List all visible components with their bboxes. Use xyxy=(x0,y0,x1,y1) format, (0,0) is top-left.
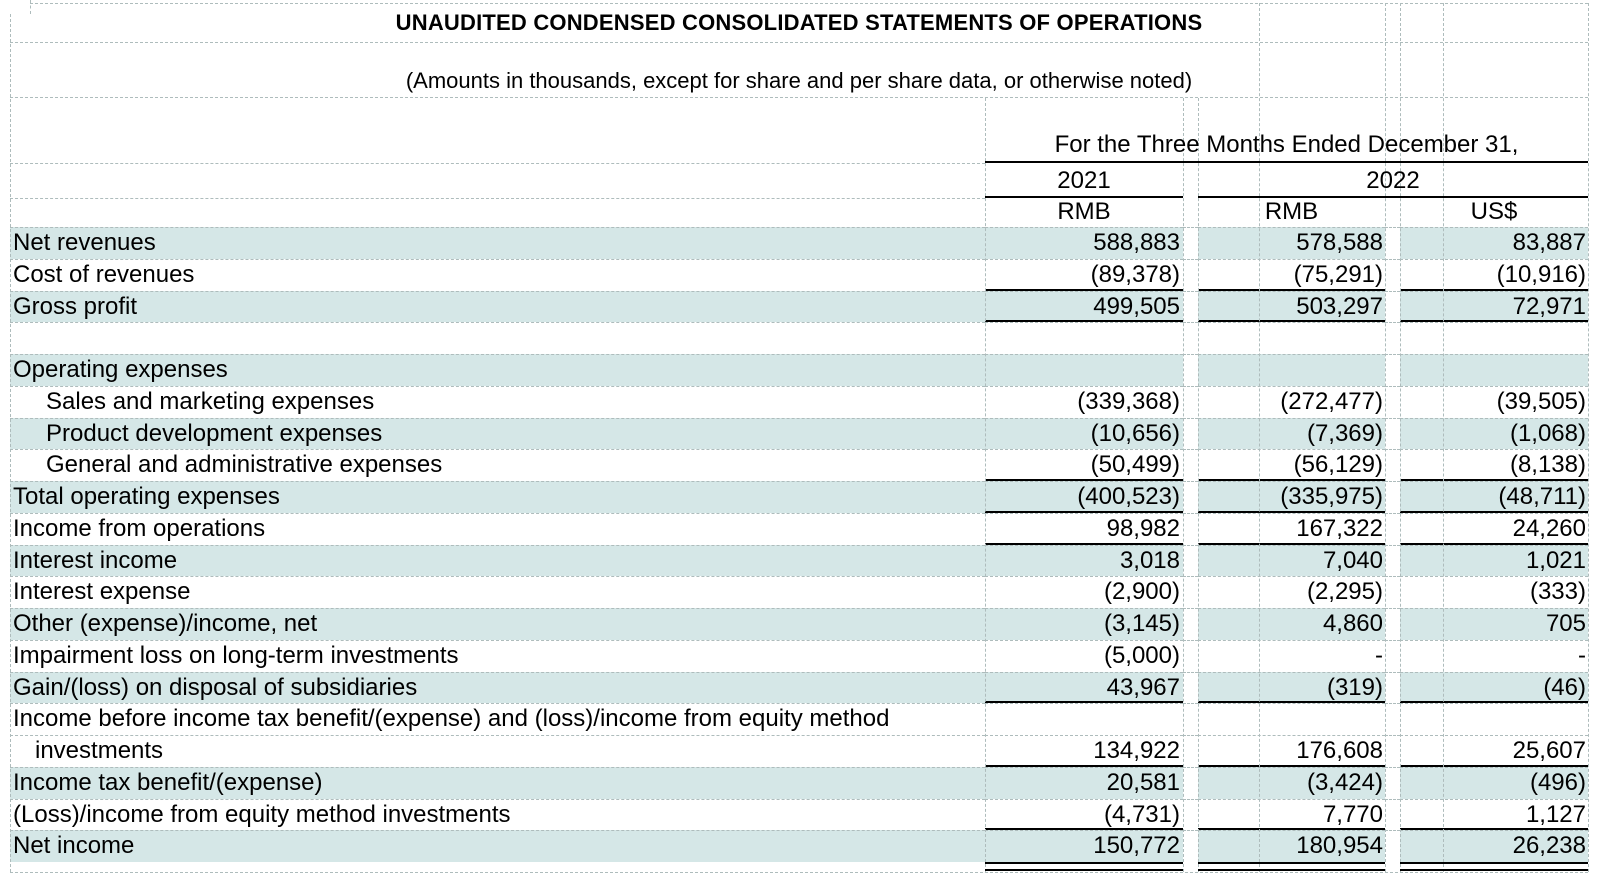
value-cell-2021-rmb[interactable] xyxy=(985,354,1183,386)
value-cell-2022-usd[interactable]: - xyxy=(1400,640,1588,672)
table-row xyxy=(10,672,1588,704)
gridline-vertical xyxy=(10,14,11,872)
net-income-double-rule-2022-rmb xyxy=(1198,862,1385,871)
value-cell-2022-usd[interactable]: (8,138) xyxy=(1400,449,1588,481)
gridline-vertical xyxy=(1198,98,1199,872)
table-row xyxy=(10,386,1588,418)
row-label-cell[interactable]: (Loss)/income from equity method investments xyxy=(10,799,985,831)
column-gap xyxy=(1385,259,1400,291)
row-label-cell[interactable]: Operating expenses xyxy=(10,354,985,386)
value-cell-2022-rmb[interactable]: (7,369) xyxy=(1198,418,1385,450)
value-cell-2022-usd[interactable]: (1,068) xyxy=(1400,418,1588,450)
column-gap xyxy=(1183,735,1198,767)
row-label-cell[interactable]: Income from operations xyxy=(10,513,985,545)
value-cell-2022-rmb[interactable]: - xyxy=(1198,640,1385,672)
gridline-vertical xyxy=(985,98,986,872)
table-row xyxy=(10,449,1588,481)
table-row xyxy=(10,608,1588,640)
gridline-horizontal xyxy=(10,163,985,164)
statement-subtitle: (Amounts in thousands, except for share and per share data, or otherwise noted) xyxy=(10,42,1588,98)
table-row xyxy=(10,418,1588,450)
row-label-cell[interactable]: Sales and marketing expenses xyxy=(10,386,985,418)
table-row xyxy=(10,513,1588,545)
value-cell-2022-usd[interactable]: (10,916) xyxy=(1400,259,1588,291)
column-gap xyxy=(1183,608,1198,640)
value-cell-2022-rmb[interactable]: 4,860 xyxy=(1198,608,1385,640)
table-row xyxy=(10,640,1588,672)
column-gap xyxy=(1385,767,1400,799)
column-gap xyxy=(1385,354,1400,386)
value-cell-2021-rmb[interactable]: 98,982 xyxy=(985,513,1183,545)
column-gap xyxy=(1183,767,1198,799)
table-row xyxy=(10,291,1588,323)
row-label-cell[interactable]: Impairment loss on long-term investments xyxy=(10,640,985,672)
table-row xyxy=(10,767,1588,799)
value-cell-2022-usd[interactable]: 25,607 xyxy=(1400,735,1588,767)
value-cell-2021-rmb[interactable]: (2,900) xyxy=(985,576,1183,608)
row-label-cell[interactable]: Income tax benefit/(expense) xyxy=(10,767,985,799)
column-gap xyxy=(1183,322,1198,354)
table-row xyxy=(10,545,1588,577)
value-cell-2022-rmb[interactable]: (56,129) xyxy=(1198,449,1385,481)
column-gap xyxy=(1385,735,1400,767)
column-gap xyxy=(1385,449,1400,481)
column-gap xyxy=(1183,259,1198,291)
value-cell-2022-usd[interactable]: (496) xyxy=(1400,767,1588,799)
value-cell-2022-usd[interactable]: (39,505) xyxy=(1400,386,1588,418)
gridline-horizontal xyxy=(10,198,985,199)
column-gap xyxy=(1385,291,1400,323)
value-cell-2022-rmb[interactable]: (75,291) xyxy=(1198,259,1385,291)
gridline-vertical xyxy=(1588,3,1589,872)
value-cell-2021-rmb[interactable]: 3,018 xyxy=(985,545,1183,577)
value-cell-2021-rmb[interactable]: (50,499) xyxy=(985,449,1183,481)
column-gap xyxy=(1385,481,1400,513)
row-label-cell[interactable]: Net income xyxy=(10,830,985,862)
column-gap xyxy=(1385,640,1400,672)
table-row xyxy=(10,354,1588,386)
statement-rows xyxy=(10,227,1588,862)
column-gap xyxy=(1183,545,1198,577)
column-gap xyxy=(1385,703,1400,735)
column-gap xyxy=(1183,481,1198,513)
value-cell-2022-rmb[interactable] xyxy=(1198,322,1385,354)
column-gap xyxy=(1385,672,1400,704)
table-row xyxy=(10,259,1588,291)
column-gap xyxy=(1385,608,1400,640)
value-cell-2022-rmb[interactable]: (335,975) xyxy=(1198,481,1385,513)
table-row xyxy=(10,830,1588,862)
row-label-cell[interactable]: Net revenues xyxy=(10,227,985,259)
table-row xyxy=(10,227,1588,259)
value-cell-2021-rmb[interactable] xyxy=(985,322,1183,354)
column-gap xyxy=(1385,386,1400,418)
value-cell-2022-usd[interactable] xyxy=(1400,354,1588,386)
value-cell-2021-rmb[interactable]: 588,883 xyxy=(985,227,1183,259)
statement-title: UNAUDITED CONDENSED CONSOLIDATED STATEMENTS OF OPERATIONS xyxy=(10,3,1588,43)
value-cell-2022-rmb[interactable]: (272,477) xyxy=(1198,386,1385,418)
value-cell-2022-rmb[interactable]: 180,954 xyxy=(1198,830,1385,862)
value-cell-2022-rmb[interactable]: 167,322 xyxy=(1198,513,1385,545)
gridline-vertical xyxy=(30,0,31,14)
value-cell-2022-usd[interactable]: (48,711) xyxy=(1400,481,1588,513)
table-row xyxy=(10,735,1588,767)
value-cell-2022-usd[interactable]: 1,127 xyxy=(1400,799,1588,831)
currency-header-usd-2022: US$ xyxy=(1470,198,1518,225)
gridline-horizontal xyxy=(30,3,1588,4)
value-cell-2022-usd[interactable] xyxy=(1400,703,1588,735)
value-cell-2021-rmb[interactable]: 499,505 xyxy=(985,291,1183,323)
row-label-cell[interactable]: Gross profit xyxy=(10,291,985,323)
value-cell-2022-rmb[interactable]: 503,297 xyxy=(1198,291,1385,323)
column-gap xyxy=(1183,418,1198,450)
column-gap xyxy=(1385,799,1400,831)
column-gap xyxy=(1183,799,1198,831)
row-label-cell[interactable]: Income before income tax benefit/(expense) and (loss)/income from equity method xyxy=(10,703,985,735)
year-header-2021: 2021 xyxy=(985,163,1183,198)
row-label-cell[interactable]: Interest income xyxy=(10,545,985,577)
column-gap xyxy=(1385,322,1400,354)
net-income-double-rule-2021 xyxy=(985,862,1183,871)
currency-header-rmb-2022: RMB xyxy=(1264,198,1319,225)
value-cell-2022-rmb[interactable]: (319) xyxy=(1198,672,1385,704)
value-cell-2021-rmb[interactable]: (339,368) xyxy=(985,386,1183,418)
column-gap xyxy=(1385,576,1400,608)
value-cell-2021-rmb[interactable] xyxy=(985,703,1183,735)
value-cell-2021-rmb[interactable]: 150,772 xyxy=(985,830,1183,862)
column-gap xyxy=(1183,227,1198,259)
value-cell-2021-rmb[interactable]: (3,145) xyxy=(985,608,1183,640)
value-cell-2022-rmb[interactable]: 578,588 xyxy=(1198,227,1385,259)
value-cell-2022-rmb[interactable] xyxy=(1198,703,1385,735)
value-cell-2021-rmb[interactable]: (10,656) xyxy=(985,418,1183,450)
table-row xyxy=(10,799,1588,831)
column-gap xyxy=(1183,291,1198,323)
row-label-cell[interactable]: investments xyxy=(10,735,985,767)
value-cell-2022-rmb[interactable] xyxy=(1198,354,1385,386)
value-cell-2021-rmb[interactable]: 134,922 xyxy=(985,735,1183,767)
row-label-cell[interactable]: General and administrative expenses xyxy=(10,449,985,481)
gridline-vertical xyxy=(1183,98,1184,872)
value-cell-2022-usd[interactable]: (333) xyxy=(1400,576,1588,608)
value-cell-2022-usd[interactable]: 24,260 xyxy=(1400,513,1588,545)
value-cell-2022-rmb[interactable]: (3,424) xyxy=(1198,767,1385,799)
row-label-cell[interactable]: Gain/(loss) on disposal of subsidiaries xyxy=(10,672,985,704)
value-cell-2022-usd[interactable]: 1,021 xyxy=(1400,545,1588,577)
row-label-cell[interactable] xyxy=(10,322,985,354)
column-gap xyxy=(1183,703,1198,735)
currency-header-rmb-2021: RMB xyxy=(1057,198,1111,225)
value-cell-2022-usd[interactable] xyxy=(1400,322,1588,354)
value-cell-2021-rmb[interactable]: (5,000) xyxy=(985,640,1183,672)
row-label-cell[interactable]: Product development expenses xyxy=(10,418,985,450)
row-label-cell[interactable]: Other (expense)/income, net xyxy=(10,608,985,640)
column-gap xyxy=(1385,830,1400,862)
period-header: For the Three Months Ended December 31, xyxy=(985,98,1588,163)
table-row xyxy=(10,703,1588,735)
column-gap xyxy=(1183,672,1198,704)
column-gap xyxy=(1183,449,1198,481)
column-gap xyxy=(1385,513,1400,545)
column-gap xyxy=(1183,354,1198,386)
value-cell-2022-rmb[interactable]: (2,295) xyxy=(1198,576,1385,608)
value-cell-2022-usd[interactable]: (46) xyxy=(1400,672,1588,704)
row-label-cell[interactable]: Cost of revenues xyxy=(10,259,985,291)
table-row xyxy=(10,576,1588,608)
value-cell-2022-rmb[interactable]: 7,040 xyxy=(1198,545,1385,577)
value-cell-2021-rmb[interactable]: (4,731) xyxy=(985,799,1183,831)
column-gap xyxy=(1385,418,1400,450)
column-gap xyxy=(1183,513,1198,545)
table-row xyxy=(10,322,1588,354)
value-cell-2022-rmb[interactable]: 7,770 xyxy=(1198,799,1385,831)
value-cell-2022-usd[interactable]: 72,971 xyxy=(1400,291,1588,323)
net-income-double-rule-2022-usd xyxy=(1400,862,1588,871)
row-label-cell[interactable]: Total operating expenses xyxy=(10,481,985,513)
value-cell-2022-usd[interactable]: 26,238 xyxy=(1400,830,1588,862)
value-cell-2021-rmb[interactable]: (89,378) xyxy=(985,259,1183,291)
value-cell-2021-rmb[interactable]: (400,523) xyxy=(985,481,1183,513)
column-gap xyxy=(1183,830,1198,862)
value-cell-2022-rmb[interactable]: 176,608 xyxy=(1198,735,1385,767)
table-row xyxy=(10,481,1588,513)
row-label-cell[interactable]: Interest expense xyxy=(10,576,985,608)
value-cell-2021-rmb[interactable]: 20,581 xyxy=(985,767,1183,799)
value-cell-2022-usd[interactable]: 705 xyxy=(1400,608,1588,640)
year-header-2022: 2022 xyxy=(1198,163,1588,198)
column-gap xyxy=(1183,640,1198,672)
column-gap xyxy=(1385,545,1400,577)
value-cell-2021-rmb[interactable]: 43,967 xyxy=(985,672,1183,704)
column-gap xyxy=(1385,227,1400,259)
column-gap xyxy=(1183,576,1198,608)
column-gap xyxy=(1183,386,1198,418)
value-cell-2022-usd[interactable]: 83,887 xyxy=(1400,227,1588,259)
